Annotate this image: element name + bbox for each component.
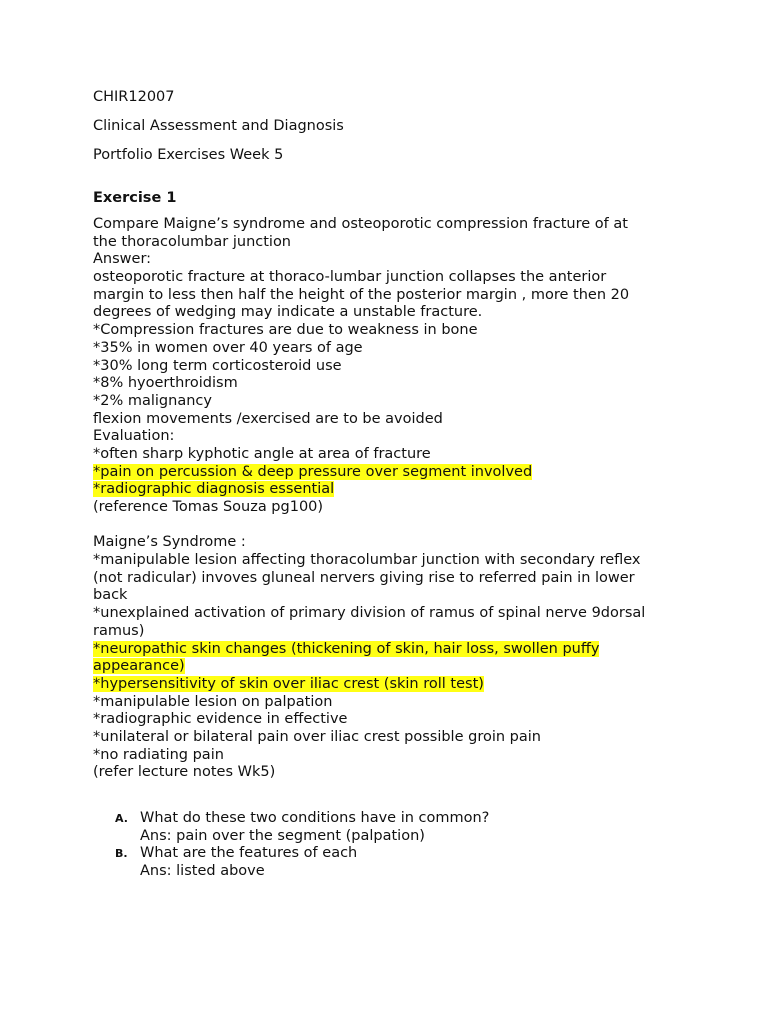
question-text: What are the features of each xyxy=(140,845,358,861)
line-text: ramus) xyxy=(93,622,145,639)
highlighted-text: *hypersensitivity of skin over iliac crest (skin roll test) xyxy=(93,675,484,692)
text-line xyxy=(93,729,733,747)
highlighted-text: *neuropathic skin changes (thickening of skin, hair loss, swollen puffy xyxy=(93,640,600,657)
text-line xyxy=(93,676,733,694)
text-line xyxy=(93,446,733,464)
line-text: degrees of wedging may indicate a unstable fracture. xyxy=(93,304,483,321)
line-text: (not radicular) invoves gluneal nervers giving rise to referred pain in lower xyxy=(93,569,635,586)
text-line xyxy=(93,499,733,517)
blank-line xyxy=(93,517,733,535)
line-text: margin to less then half the height of the posterior margin , more then 20 xyxy=(93,286,630,303)
line-text: *often sharp kyphotic angle at area of fracture xyxy=(93,445,431,462)
line-text: flexion movements /exercised are to be avoided xyxy=(93,410,443,427)
course-title: Clinical Assessment and Diagnosis xyxy=(93,118,344,134)
line-text: the thoracolumbar junction xyxy=(93,233,292,250)
text-line xyxy=(93,570,733,588)
text-line xyxy=(93,304,733,322)
line-text: *35% in women over 40 years of age xyxy=(93,339,363,356)
answer-item xyxy=(93,828,733,846)
text-line xyxy=(93,605,733,623)
text-line xyxy=(93,428,733,446)
course-code: CHIR12007 xyxy=(93,89,175,105)
text-line xyxy=(93,393,733,411)
text-line xyxy=(93,375,733,393)
line-text: *unexplained activation of primary division of ramus of spinal nerve 9dorsal xyxy=(93,605,646,622)
text-line xyxy=(93,694,733,712)
exercise-body xyxy=(93,216,733,782)
text-line xyxy=(93,747,733,765)
text-line xyxy=(93,764,733,782)
line-text: Maigne’s Syndrome : xyxy=(93,534,246,551)
text-line xyxy=(93,464,733,482)
text-line xyxy=(93,658,733,676)
text-line xyxy=(93,411,733,429)
text-line xyxy=(93,269,733,287)
line-text: Compare Maigne’s syndrome and osteoporotic compression fracture of at xyxy=(93,216,628,232)
text-line xyxy=(93,358,733,376)
section-gap xyxy=(93,782,733,810)
text-line xyxy=(93,287,733,305)
question-letter: A. xyxy=(115,812,128,825)
line-text: (refer lecture notes Wk5) xyxy=(93,764,276,781)
line-text: Answer: xyxy=(93,251,152,268)
line-text: Evaluation: xyxy=(93,428,175,445)
line-text: osteoporotic fracture at thoraco-lumbar junction collapses the anterior xyxy=(93,269,607,286)
question-item xyxy=(93,845,733,863)
line-text: *30% long term corticosteroid use xyxy=(93,357,342,374)
line-text: *manipulable lesion on palpation xyxy=(93,693,333,710)
highlighted-text: *pain on percussion & deep pressure over segment involved xyxy=(93,463,533,480)
line-text: back xyxy=(93,587,128,604)
text-line xyxy=(93,251,733,269)
line-text: (reference Tomas Souza pg100) xyxy=(93,499,324,515)
line-text: *manipulable lesion affecting thoracolumbar junction with secondary reflex xyxy=(93,552,641,569)
line-text: *8% hyoerthroidism xyxy=(93,375,238,392)
answer-item xyxy=(93,863,733,881)
highlighted-text: *radiographic diagnosis essential xyxy=(93,481,335,498)
question-list xyxy=(93,810,733,880)
question-text: What do these two conditions have in common? xyxy=(140,810,490,826)
text-line xyxy=(93,234,733,252)
exercise-title: Exercise 1 xyxy=(93,190,177,206)
text-line xyxy=(93,587,733,605)
line-text: *radiographic evidence in effective xyxy=(93,711,348,728)
question-item xyxy=(93,810,733,828)
answer-text: Ans: listed above xyxy=(140,862,265,879)
text-line xyxy=(93,322,733,340)
document-page xyxy=(93,88,733,880)
highlighted-text: appearance) xyxy=(93,658,185,675)
answer-text: Ans: pain over the segment (palpation) xyxy=(140,827,425,844)
question-letter: B. xyxy=(115,847,128,860)
line-text: *no radiating pain xyxy=(93,746,224,763)
text-line xyxy=(93,340,733,358)
text-line xyxy=(93,216,733,234)
text-line xyxy=(93,534,733,552)
line-text: *unilateral or bilateral pain over iliac crest possible groin pain xyxy=(93,728,541,745)
text-line xyxy=(93,623,733,641)
text-line xyxy=(93,641,733,659)
line-text: *Compression fractures are due to weakness in bone xyxy=(93,322,478,339)
text-line xyxy=(93,481,733,499)
line-text: *2% malignancy xyxy=(93,392,212,409)
portfolio-title: Portfolio Exercises Week 5 xyxy=(93,147,284,163)
text-line xyxy=(93,552,733,570)
text-line xyxy=(93,711,733,729)
